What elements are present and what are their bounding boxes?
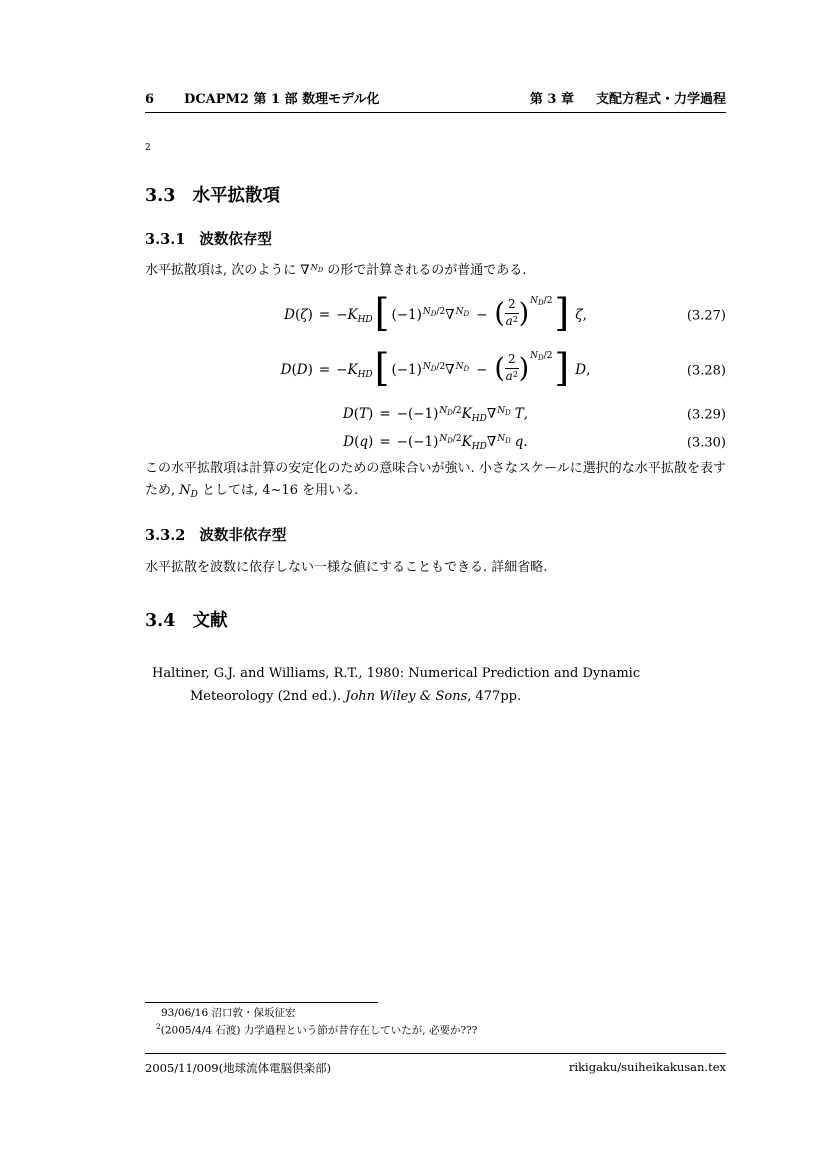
footer-left: 2005/11/009(地球流体電脳倶楽部) — [145, 1061, 332, 1075]
minus-sign: − — [396, 406, 408, 422]
text-run: としては, 4~16 を用いる. — [197, 483, 359, 498]
equation-math — [343, 430, 527, 456]
math-token: /2 — [452, 406, 462, 416]
math-token: K — [461, 406, 472, 422]
paragraph-331-discussion — [145, 458, 726, 503]
math-token: ( — [354, 434, 360, 450]
minus-sign: − — [476, 362, 488, 378]
math-token: /2 — [452, 434, 462, 444]
math-subscript: D — [190, 490, 198, 500]
math-token: ) — [307, 362, 313, 378]
math-token: ) — [307, 307, 313, 323]
math-token: D — [447, 409, 453, 417]
numerator: 2 — [505, 353, 519, 369]
math-token: 2 — [512, 370, 518, 379]
denominator — [505, 314, 519, 329]
nabla-symbol: ∇ — [486, 406, 497, 422]
equation-math — [281, 346, 591, 396]
part-title: DCAPM2 第 1 部 数理モデル化 — [184, 92, 380, 107]
running-header — [145, 88, 726, 113]
equals-sign: = — [318, 362, 331, 378]
math-subscript: HD — [471, 414, 487, 424]
math-token: D — [463, 310, 470, 318]
left-paren: ( — [494, 297, 505, 329]
equation-3-27 — [145, 290, 726, 342]
equals-sign: = — [379, 406, 391, 422]
equation-3-30 — [145, 431, 726, 455]
math-token: . — [523, 434, 528, 450]
math-variable: q — [514, 434, 524, 450]
header-left — [145, 88, 379, 107]
fraction — [505, 298, 519, 329]
section-title: 水平拡散項 — [192, 186, 280, 206]
text-run: この水平拡散項は計算の安定化のための意味合いが強い. 小さなスケールに選択的な水平拡散を表すため, — [145, 461, 726, 498]
script-D: D — [343, 434, 355, 450]
math-variable: ζ — [575, 307, 583, 323]
math-token: 2 — [512, 315, 518, 324]
math-token: N — [179, 483, 191, 498]
section-number: 3.3 — [145, 186, 176, 206]
footer-right: rikigaku/suiheikakusan.tex — [568, 1060, 726, 1074]
chapter-label: 第 3 章 — [529, 92, 574, 107]
minus-sign: − — [396, 434, 408, 450]
math-token: N — [310, 263, 318, 273]
numerator: 2 — [505, 298, 519, 314]
fraction — [505, 353, 519, 384]
equation-number: (3.30) — [686, 435, 726, 451]
math-token: ( — [353, 406, 360, 422]
reference-text: Haltiner, G.J. and Williams, R.T., 1980: Numerical Prediction and Dynamic Meteorology (2nd ed.). — [152, 666, 641, 704]
math-token: N — [422, 362, 431, 372]
equals-sign: = — [379, 434, 391, 450]
equals-sign: = — [318, 307, 331, 323]
math-token: N — [455, 362, 464, 372]
math-subscript: HD — [357, 315, 373, 325]
math-token: /2 — [436, 362, 446, 372]
math-token: K — [461, 434, 472, 450]
equation-3-29 — [145, 403, 726, 427]
right-bracket: ] — [554, 345, 570, 390]
math-variable: T — [359, 406, 369, 422]
denominator — [505, 369, 519, 384]
math-token: D — [505, 409, 511, 417]
math-variable: q — [359, 434, 369, 450]
math-token: D — [463, 365, 470, 373]
footnote-continuation-mark: 2 — [145, 143, 151, 153]
subsection-3-3-1-heading — [145, 231, 726, 249]
subsection-title: 波数非依存型 — [199, 527, 287, 544]
footnote-line-1: 93/06/16 沼口敦・保坂征宏 — [161, 1007, 296, 1019]
footnote-block — [145, 1002, 726, 1038]
text-run: の形で計算されるのが普通である. — [323, 263, 527, 278]
text-run: 水平拡散項は, 次のように — [145, 263, 301, 278]
minus-sign: − — [476, 307, 488, 323]
nabla-symbol: ∇ — [445, 362, 455, 378]
math-token: D — [538, 354, 544, 362]
math-subscript: HD — [471, 442, 487, 452]
math-token: N — [439, 406, 448, 416]
left-paren: ( — [494, 352, 505, 384]
equation-math — [343, 402, 528, 428]
math-token: N — [439, 434, 448, 444]
math-token: , — [586, 362, 591, 378]
page-number: 6 — [145, 92, 155, 107]
math-token: D — [538, 299, 544, 307]
reference-publisher: John Wiley & Sons — [345, 689, 468, 704]
math-token: N — [530, 351, 539, 361]
equation-number: (3.27) — [686, 308, 726, 324]
nabla-symbol: ∇ — [445, 307, 455, 323]
math-token: N — [422, 307, 431, 317]
math-token: N — [497, 406, 506, 416]
math-token: , — [582, 307, 587, 323]
equation-3-28 — [145, 345, 726, 397]
equation-number: (3.28) — [686, 363, 726, 379]
footnote-line-2 — [145, 1020, 726, 1038]
math-variable: ζ — [300, 307, 308, 323]
right-bracket: ] — [554, 290, 570, 335]
section-title: 文献 — [192, 611, 228, 631]
script-D: D — [280, 362, 292, 378]
math-token: (−1) — [391, 362, 422, 378]
section-3-3-heading — [145, 185, 726, 207]
math-variable: D — [575, 362, 587, 378]
right-paren: ) — [518, 297, 530, 329]
math-token: a — [505, 369, 513, 383]
math-token: N — [497, 434, 506, 444]
nabla-symbol: ∇ — [300, 263, 310, 278]
inline-math-nabla-ND — [300, 263, 323, 278]
left-bracket: [ — [374, 345, 390, 390]
paragraph-331-intro — [145, 261, 726, 282]
math-token: ( — [294, 307, 301, 323]
math-token: (−1) — [407, 434, 439, 450]
subsection-number: 3.3.1 — [145, 231, 186, 248]
footnote-text: (2005/4/4 石渡) 力学過程という節が昔存在していたが, 必要か??? — [160, 1024, 478, 1037]
math-token: K — [347, 362, 358, 378]
math-token: D — [505, 437, 511, 445]
math-subscript: HD — [357, 370, 373, 380]
math-token: /2 — [543, 351, 553, 361]
math-token: , — [523, 406, 529, 422]
section-3-4-heading — [145, 610, 726, 632]
nabla-symbol: ∇ — [486, 434, 497, 450]
paragraph-332: 水平拡散を波数に依存しない一様な値にすることもできる. 詳細省略. — [145, 560, 548, 575]
inline-math-ND — [179, 483, 198, 498]
math-token: N — [530, 296, 539, 306]
math-token: (−1) — [391, 307, 422, 323]
math-token: /2 — [543, 296, 553, 306]
math-token: ) — [368, 406, 374, 422]
section-number: 3.4 — [145, 611, 176, 631]
subsection-3-3-2-heading — [145, 527, 726, 545]
equation-number: (3.29) — [686, 407, 726, 423]
footnote-rule — [145, 1002, 378, 1003]
chapter-title: 支配方程式・力学過程 — [595, 92, 726, 107]
math-token: (−1) — [407, 406, 439, 422]
right-paren: ) — [518, 352, 530, 384]
math-variable: T — [514, 406, 524, 422]
math-token: K — [347, 307, 358, 323]
math-token: D — [317, 266, 324, 274]
math-token: D — [430, 365, 437, 373]
math-token: ( — [291, 362, 297, 378]
math-token: N — [455, 307, 464, 317]
subsection-number: 3.3.2 — [145, 527, 186, 544]
subsection-title: 波数依存型 — [199, 231, 272, 248]
text-column — [145, 88, 726, 708]
left-bracket: [ — [374, 290, 390, 335]
script-D: D — [284, 307, 295, 323]
script-D: D — [342, 406, 354, 422]
minus-sign: − — [336, 307, 348, 323]
reference-pages: , 477pp. — [467, 689, 522, 704]
math-token: D — [447, 437, 453, 445]
bibliography-entry — [152, 662, 726, 708]
header-right — [530, 88, 726, 107]
math-token: a — [505, 314, 513, 328]
math-variable: D — [296, 362, 308, 378]
footnote-marker: 2 — [156, 1022, 161, 1031]
math-token: ) — [368, 434, 374, 450]
page-footer — [145, 1053, 726, 1076]
minus-sign: − — [336, 362, 348, 378]
math-token: D — [430, 310, 437, 318]
math-token: /2 — [436, 307, 446, 317]
